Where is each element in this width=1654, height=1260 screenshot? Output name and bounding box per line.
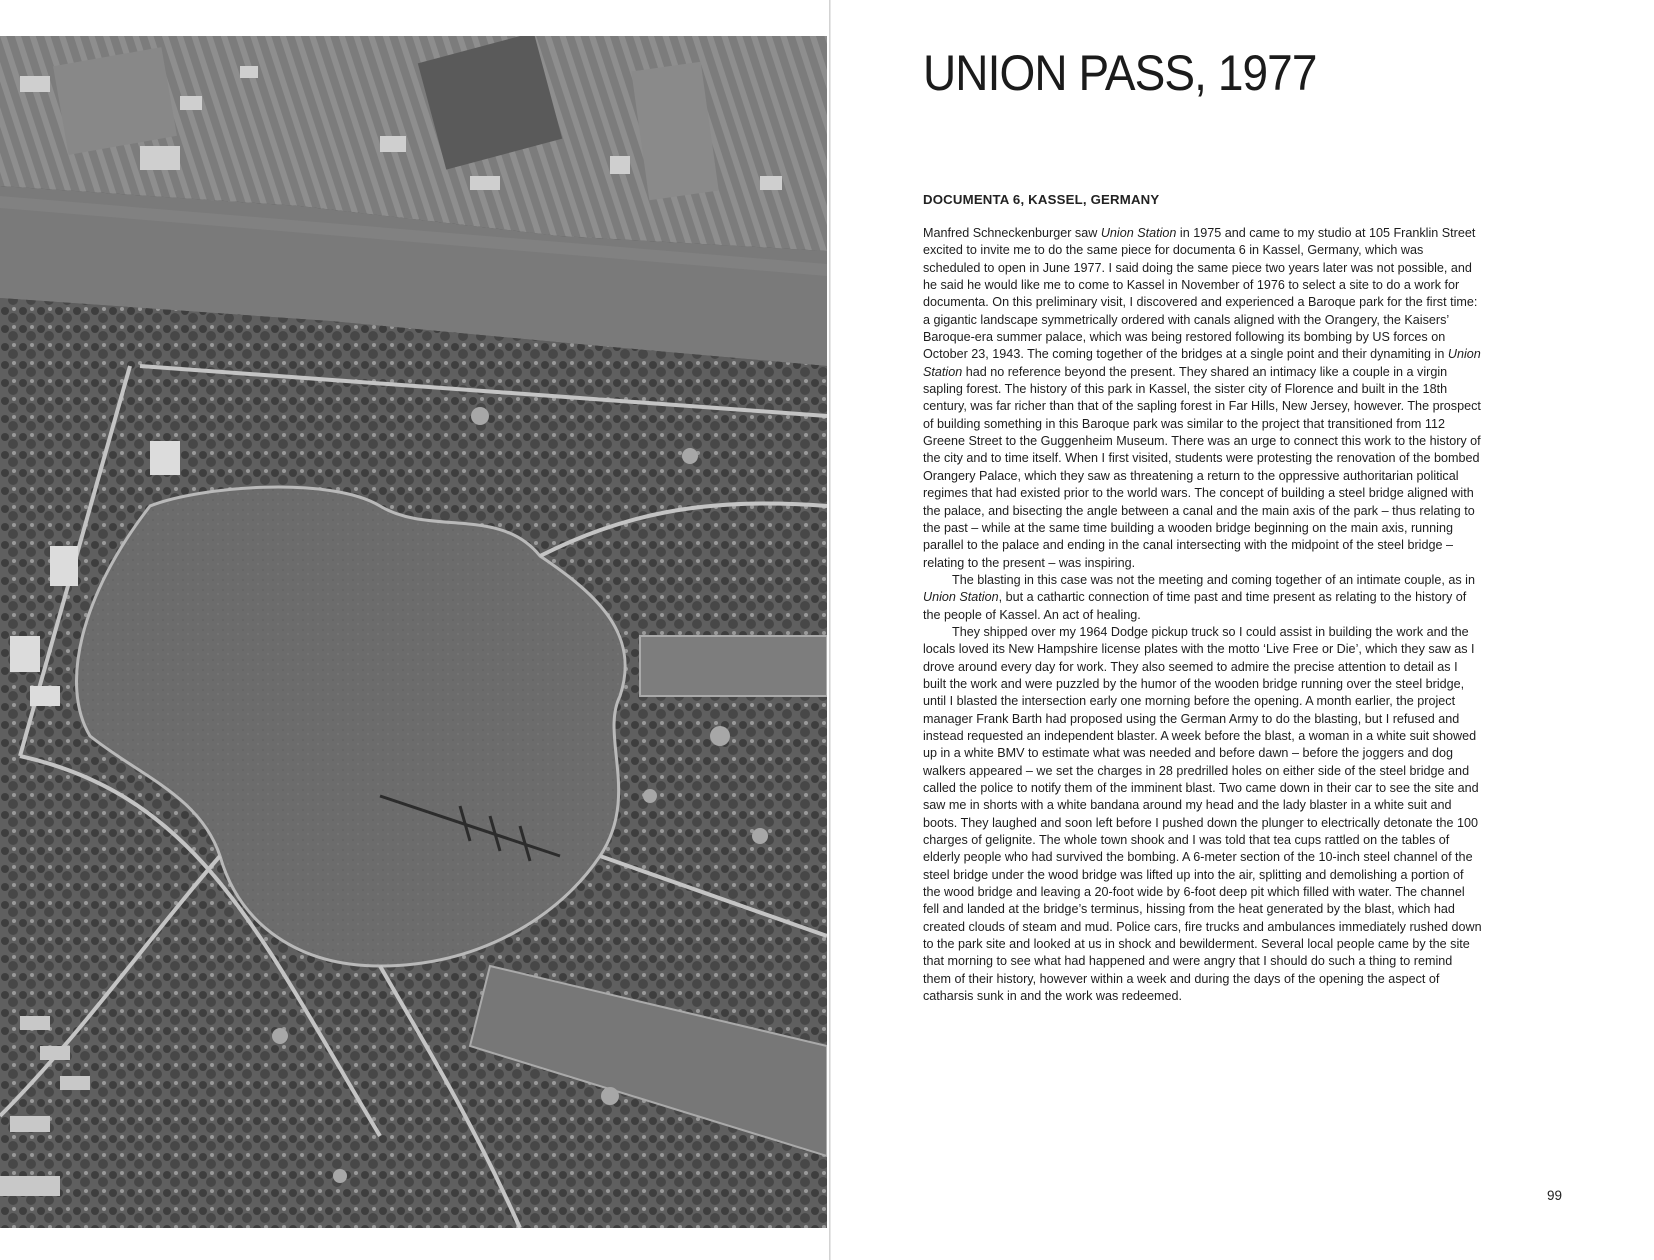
page-subtitle: DOCUMENTA 6, KASSEL, GERMANY bbox=[923, 192, 1160, 207]
paragraph-2-part-c: , but a cathartic connection of time past and time present as relating to the history of the people of Kassel. An act of healing. bbox=[923, 590, 1467, 622]
body-text bbox=[923, 225, 1483, 1005]
paragraph-1-part-c: in 1975 and came to my studio at 105 Franklin Street excited to invite me to do the same piece for documenta 6 in Kassel, Germany, which was scheduled to open in June 1977. I said doing the same piece two years later was not possible, and he said he would like me to come to Kassel in November of 1976 to select a site to do a work for documenta. On this preliminary visit, I discovered and experienced a Baroque park for the first time: a gigantic landscape symmetrically ordered with canals aligned with the Orangery, the Kaisers’ Baroque-era summer palace, which was being restored following its bombing by US forces on October 23, 1943. The coming together of the bridges at a single point and their dynamiting in bbox=[923, 226, 1478, 362]
aerial-photo-illustration bbox=[0, 36, 827, 1228]
paragraph-2-title: Union Station bbox=[923, 590, 999, 605]
paragraph-1 bbox=[923, 225, 1483, 572]
paragraph-1-title-2: Union Station bbox=[923, 347, 1481, 379]
page-number: 99 bbox=[1546, 1188, 1562, 1203]
paragraph-3: They shipped over my 1964 Dodge pickup truck so I could assist in building the work and the locals loved its New Hampshire license plates with the motto ‘Live Free or Die’, which they saw as I drove around every day for work. They also seemed to admire the precise attention to detail as I built the work and were puzzled by the humor of the wooden bridge running over the steel bridge, until I blasted the intersection early one morning before the opening. A month earlier, the project manager Frank Barth had proposed using the German Army to do the blasting, but I refused and instead requested an independent blaster. A week before the blast, a woman in a white suit showed up in a white BMV to estimate what was needed and before dawn – before the joggers and dog walkers appeared – we set the charges in 28 predrilled holes on either side of the steel bridge and called the police to notify them of the imminent blast. Two came down in their car to see the site and saw me in shorts with a white bandana around my head and the lady blaster in a white suit and boots. They laughed and soon left before I pushed down the plunger to electrically detonate the 100 charges of gelignite. The whole town shook and I was told that tea cups rattled on the tables of elderly people who had survived the bombing. A 6-meter section of the 10-inch steel channel of the steel bridge under the wood bridge was lifted up into the air, splitting and demolishing a portion of the wood bridge and leaving a 20-foot wide by 6-foot deep pit which filled with water. The channel fell and landed at the bridge’s terminus, hissing from the heat generated by the blast, which had created clouds of steam and mud. Police cars, fire trucks and ambulances immediately rushed down to the park site and looked at us in shock and bewilderment. Several local people came by the site that morning to see what had happened and were angry that I should do such a thing to remind them of their history, however within a week and during the days of the opening the aspect of catharsis sunk in and the work was redeemed. bbox=[923, 624, 1482, 1004]
right-page bbox=[831, 0, 1654, 1260]
paragraph-1-part-a: Manfred Schneckenburger saw bbox=[923, 226, 1101, 240]
aerial-photograph bbox=[0, 36, 827, 1228]
paragraph-1-title-1: Union Station bbox=[1100, 226, 1177, 240]
paragraph-1-part-e: had no reference beyond the present. They shared an intimacy like a couple in a virgin sapling forest. The history of this park in Kassel, the sister city of Florence and built in the 18th century, was far richer than that of the sapling forest in Far Hills, New Jersey, however. The prospect of building something in this Baroque park was similar to the project that transitioned from 112 Greene Street to the Guggenheim Museum. There was an urge to connect this work to the history of the city and to time itself. When I first visited, students were protesting the renovation of the bombed Orangery Palace, which they saw as threatening a return to the oppressive authoritarian political regimes that had existed prior to the world wars. The concept of building a steel bridge aligned with the palace, and bisecting the angle between a canal and the main axis of the park – thus relating to the past – while at the same time building a wooden bridge beginning on the main axis, running parallel to the palace and ending in the canal intersecting with the midpoint of the steel bridge – relating to the present – was inspiring. bbox=[923, 364, 1481, 570]
paragraph-2 bbox=[923, 572, 1483, 624]
paragraph-2-part-a: The blasting in this case was not the meeting and coming together of an intimate couple, as in bbox=[952, 572, 1475, 587]
page-title: UNION PASS, 1977 bbox=[923, 45, 1317, 101]
